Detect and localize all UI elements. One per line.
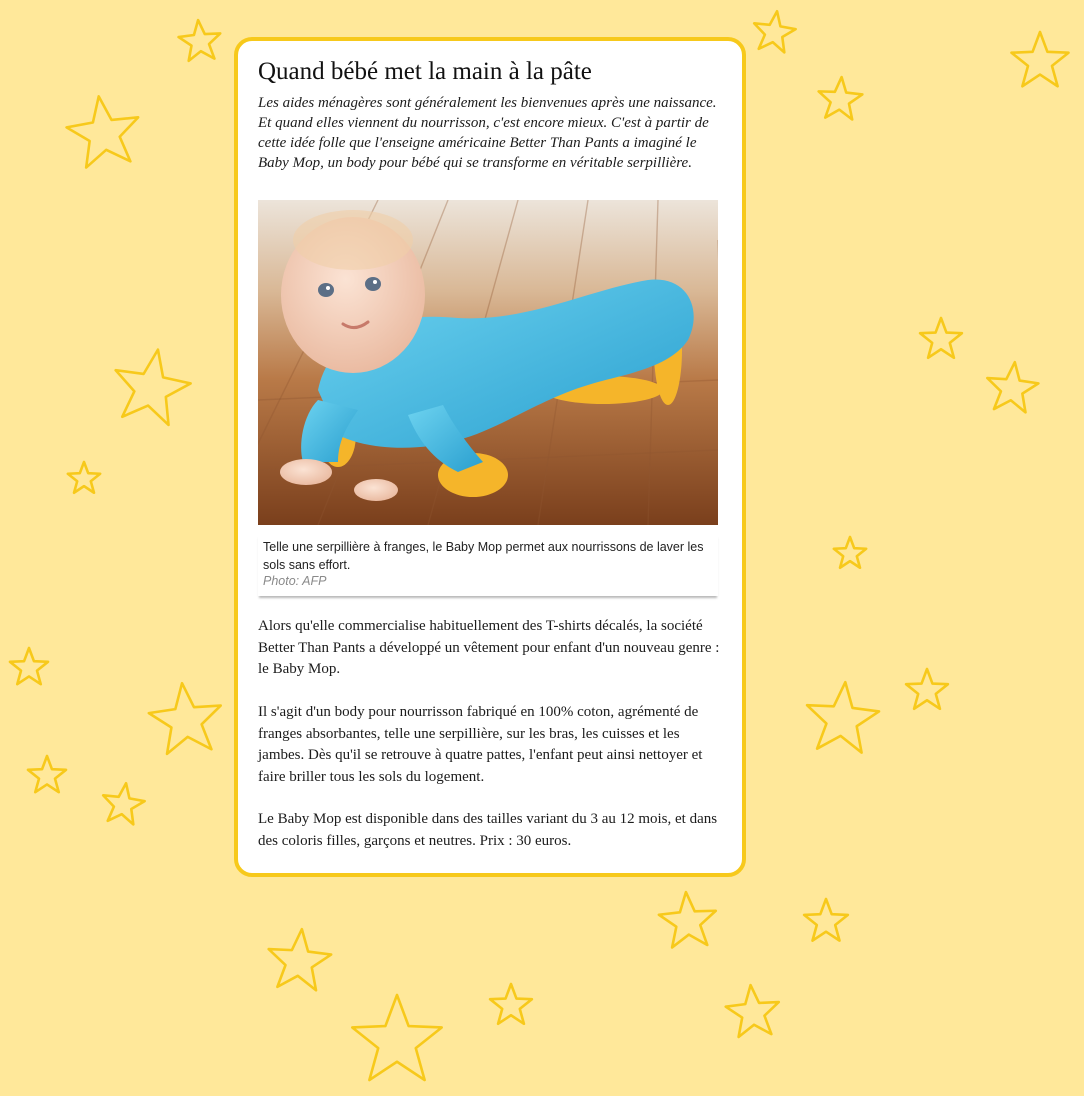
star-outline-icon (107, 345, 195, 433)
photo-credit: Photo: AFP (263, 574, 327, 588)
photo-caption: Telle une serpillière à franges, le Baby Mop permet aux nourrissons de laver les sols sans effort. (263, 540, 704, 572)
star-outline-icon (23, 752, 71, 800)
star-outline-icon (262, 925, 336, 999)
star-outline-icon (800, 678, 884, 762)
star-outline-icon (829, 533, 871, 575)
star-outline-icon (97, 779, 149, 831)
article-card (234, 37, 746, 877)
photo-caption-block (258, 534, 718, 596)
article-photo (258, 200, 718, 525)
star-outline-icon (748, 7, 800, 59)
star-outline-icon (915, 314, 967, 366)
star-outline-icon (799, 895, 853, 949)
article-paragraph: Il s'agit d'un body pour nourrisson fabriqué en 100% coton, agrémenté de franges absorbantes, telle une serpillière, sur les bras, les cuisses et les jambes. Dès qu'il se retrouve à quatre pattes, l'enfant peut ainsi nettoyer et faire briller tous les sols du logement. (258, 704, 703, 785)
star-outline-icon (901, 665, 953, 717)
article-paragraph: Le Baby Mop est disponible dans des tailles variant du 3 au 12 mois, et dans des coloris filles, garçons et neutres. Prix : 30 euros. (258, 811, 718, 849)
star-outline-icon (813, 73, 867, 127)
article-title: Quand bébé met la main à la pâte (258, 58, 592, 85)
star-outline-icon (654, 888, 722, 956)
star-outline-icon (721, 981, 785, 1045)
article-lead: Les aides ménagères sont généralement les bienvenues après une naissance. Et quand elles viennent du nourrisson, c'est encore mieux. C'est à partir de cette idée folle que l'enseigne américaine Better Than Pants a imaginé le Baby Mop, un body pour bébé qui se transforme en véritable serpillière. (258, 95, 717, 171)
star-outline-icon (144, 679, 228, 763)
star-outline-icon (981, 358, 1043, 420)
star-outline-icon (174, 16, 226, 68)
article-paragraph: Alors qu'elle commercialise habituellement des T-shirts décalés, la société Better Than Pants a développé un vêtement pour enfant d'un nouveau genre : le Baby Mop. (258, 618, 720, 677)
star-outline-icon (1006, 28, 1074, 96)
star-outline-icon (346, 991, 448, 1093)
star-outline-icon (62, 92, 146, 176)
baby-mop-photo (258, 200, 718, 525)
star-outline-icon (63, 458, 105, 500)
star-outline-icon (5, 644, 53, 692)
star-outline-icon (485, 980, 537, 1032)
